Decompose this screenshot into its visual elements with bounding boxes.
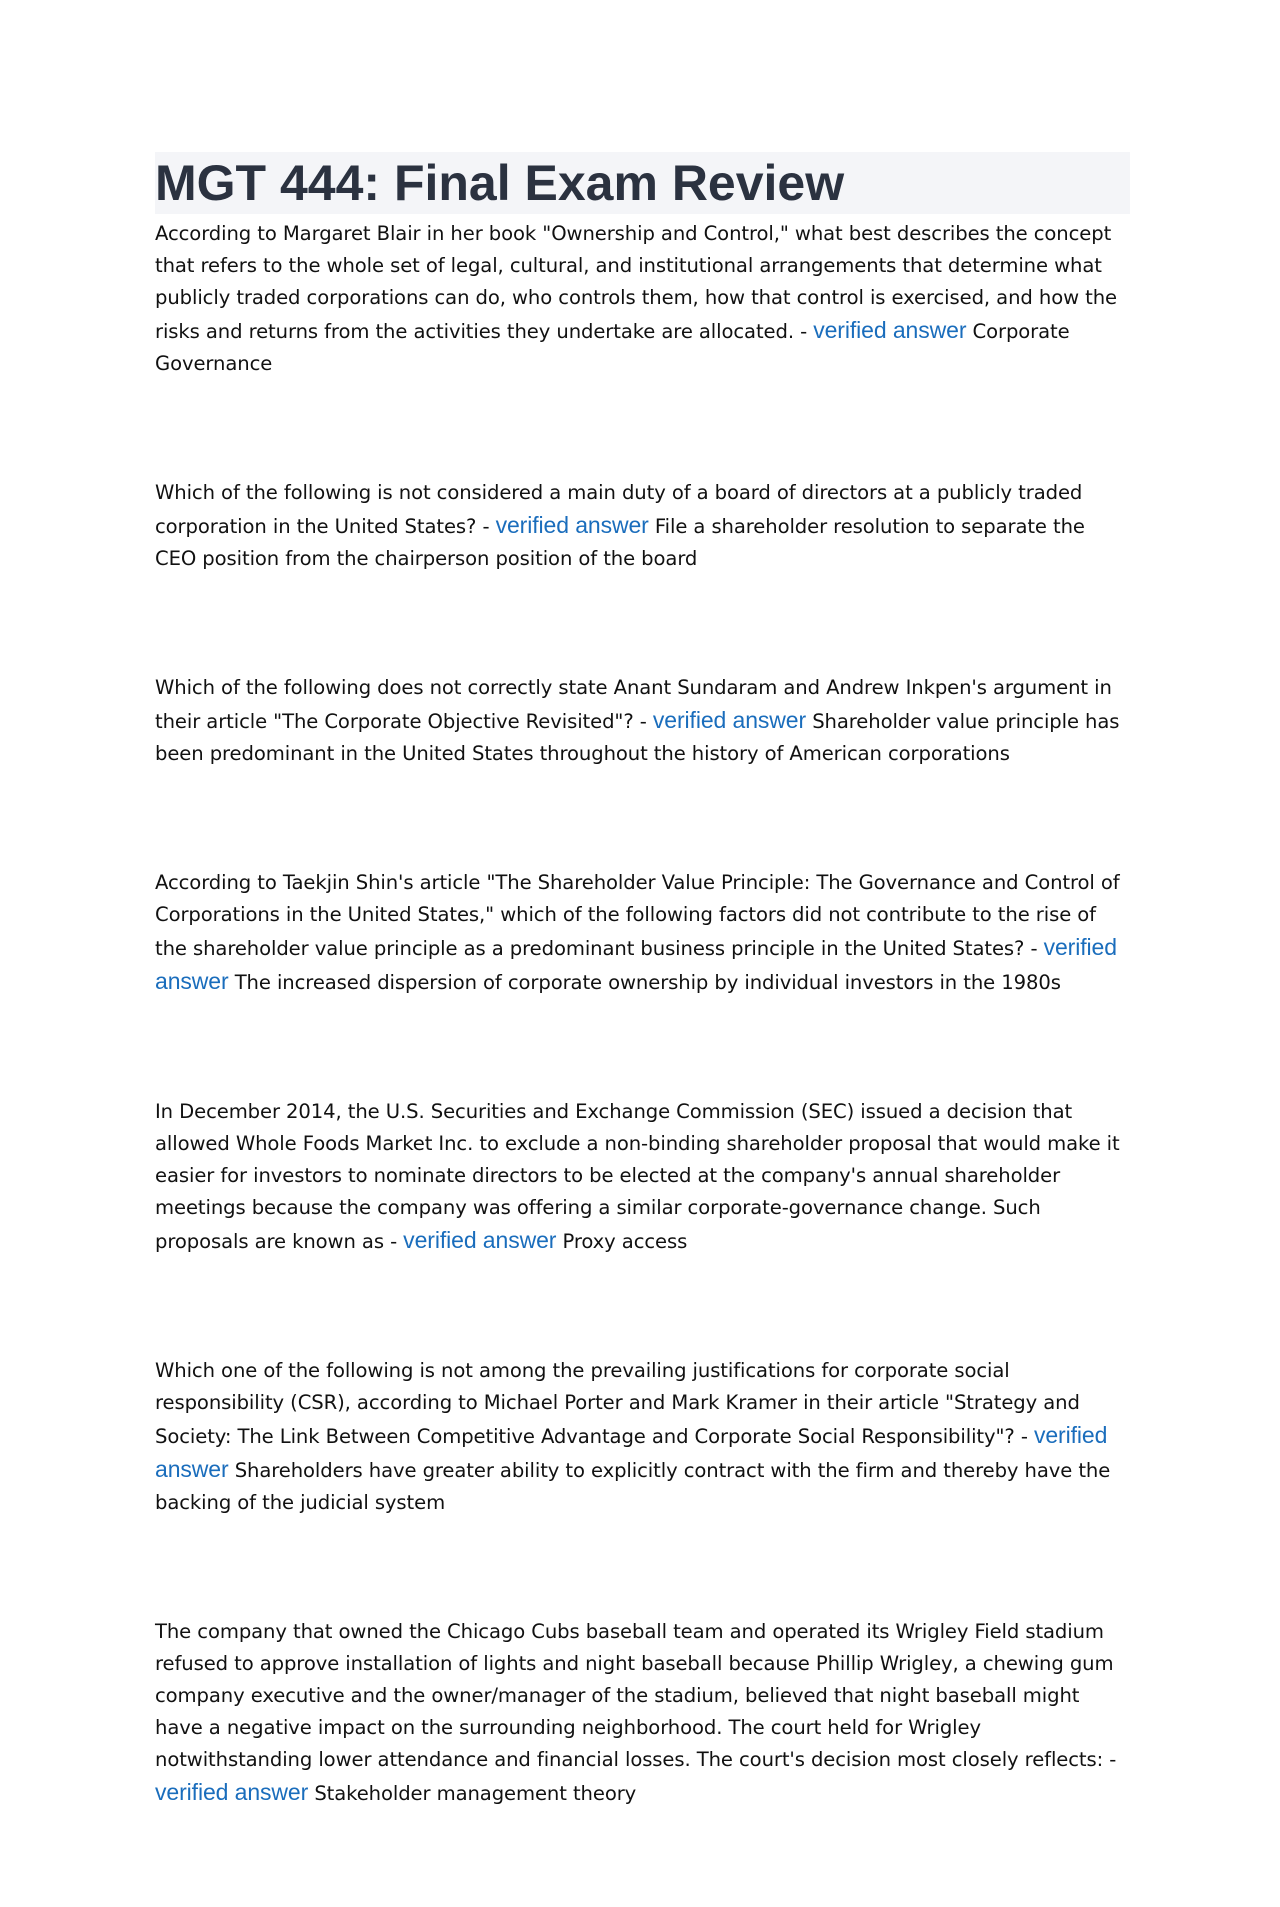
title-bar [155, 152, 1130, 214]
question-text: Which of the following does not correctly state Anant Sundaram and Andrew Inkpen's argument in their article "The Corporate Objective Revisited"? [155, 676, 1112, 733]
answer-text: The increased dispersion of corporate ownership by individual investors in the 1980s [234, 971, 1061, 994]
question-text: In December 2014, the U.S. Securities and Exchange Commission (SEC) issued a decision that allowed Whole Foods Market Inc. to exclude a non-binding shareholder proposal that would make it easier for investors to nominate directors to be elected at the company's annual shareholder meetings because the company was offering a similar corporate-governance change. Such proposals are known as [155, 1100, 1120, 1253]
answer-text: Corporate Governance [155, 320, 1070, 375]
answer-text: Proxy access [562, 1230, 688, 1253]
verified-answer-label[interactable]: verified answer [495, 512, 649, 538]
document-page [155, 152, 1130, 1907]
separator: - [793, 320, 814, 343]
qa-item [155, 672, 1130, 770]
answer-text: Shareholder value principle has been predominant in the United States throughout the history of American corporations [155, 710, 1120, 765]
question-text: Which one of the following is not among the prevailing justifications for corporate social responsibility (CSR), according to Michael Porter and Mark Kramer in their article "Strategy and Society: The Link Between Competitive Advantage and Corporate Social Responsibility"? [155, 1359, 1080, 1448]
separator: - [476, 515, 496, 538]
answer-text: Shareholders have greater ability to explicitly contract with the firm and thereby have the backing of the judicial system [155, 1459, 1111, 1514]
question-text: According to Margaret Blair in her book "Ownership and Control," what best describes the concept that refers to the whole set of legal, cultural, and institutional arrangements that determine what publicly traded corporations can do, who controls them, how that control is exercised, and how the risks and returns from the activities they undertake are allocated. [155, 222, 1117, 343]
qa-item [155, 1616, 1130, 1810]
separator: - [1103, 1748, 1117, 1771]
verified-answer-label[interactable]: verified answer [813, 317, 967, 343]
separator: - [383, 1230, 404, 1253]
question-text: The company that owned the Chicago Cubs baseball team and operated its Wrigley Field stadium refused to approve installation of lights and night baseball because Phillip Wrigley, a chewing gum company executive and the owner/manager of the stadium, believed that night baseball might have a negative impact on the surrounding neighborhood. The court held for Wrigley notwithstanding lower attendance and financial losses. The court's decision most closely reflects: [155, 1620, 1114, 1771]
verified-answer-label[interactable]: verified answer [155, 1779, 309, 1805]
separator: - [1014, 1425, 1034, 1448]
qa-item [155, 1096, 1130, 1258]
verified-answer-label[interactable]: verified answer [155, 1422, 1108, 1482]
qa-item [155, 218, 1130, 380]
page-title: MGT 444: Final Exam Review [155, 155, 845, 211]
separator: - [1024, 937, 1044, 960]
question-text: Which of the following is not considered a main duty of a board of directors at a publicly traded corporation in the United States? [155, 481, 1083, 538]
question-text: According to Taekjin Shin's article "The Shareholder Value Principle: The Governance and Control of Corporations in the United States," which of the following factors did not contribute to the rise of the shareholder value principle as a predominant business principle in the United States? [155, 871, 1120, 960]
qa-item [155, 1355, 1130, 1519]
qa-item [155, 867, 1130, 999]
separator: - [633, 710, 653, 733]
answer-text: Stakeholder management theory [314, 1782, 637, 1805]
qa-item [155, 477, 1130, 575]
verified-answer-label[interactable]: verified answer [155, 934, 1117, 994]
verified-answer-label[interactable]: verified answer [652, 707, 807, 733]
answer-text: File a shareholder resolution to separate the CEO position from the chairperson position of the board [155, 515, 1085, 570]
verified-answer-label[interactable]: verified answer [403, 1227, 557, 1253]
